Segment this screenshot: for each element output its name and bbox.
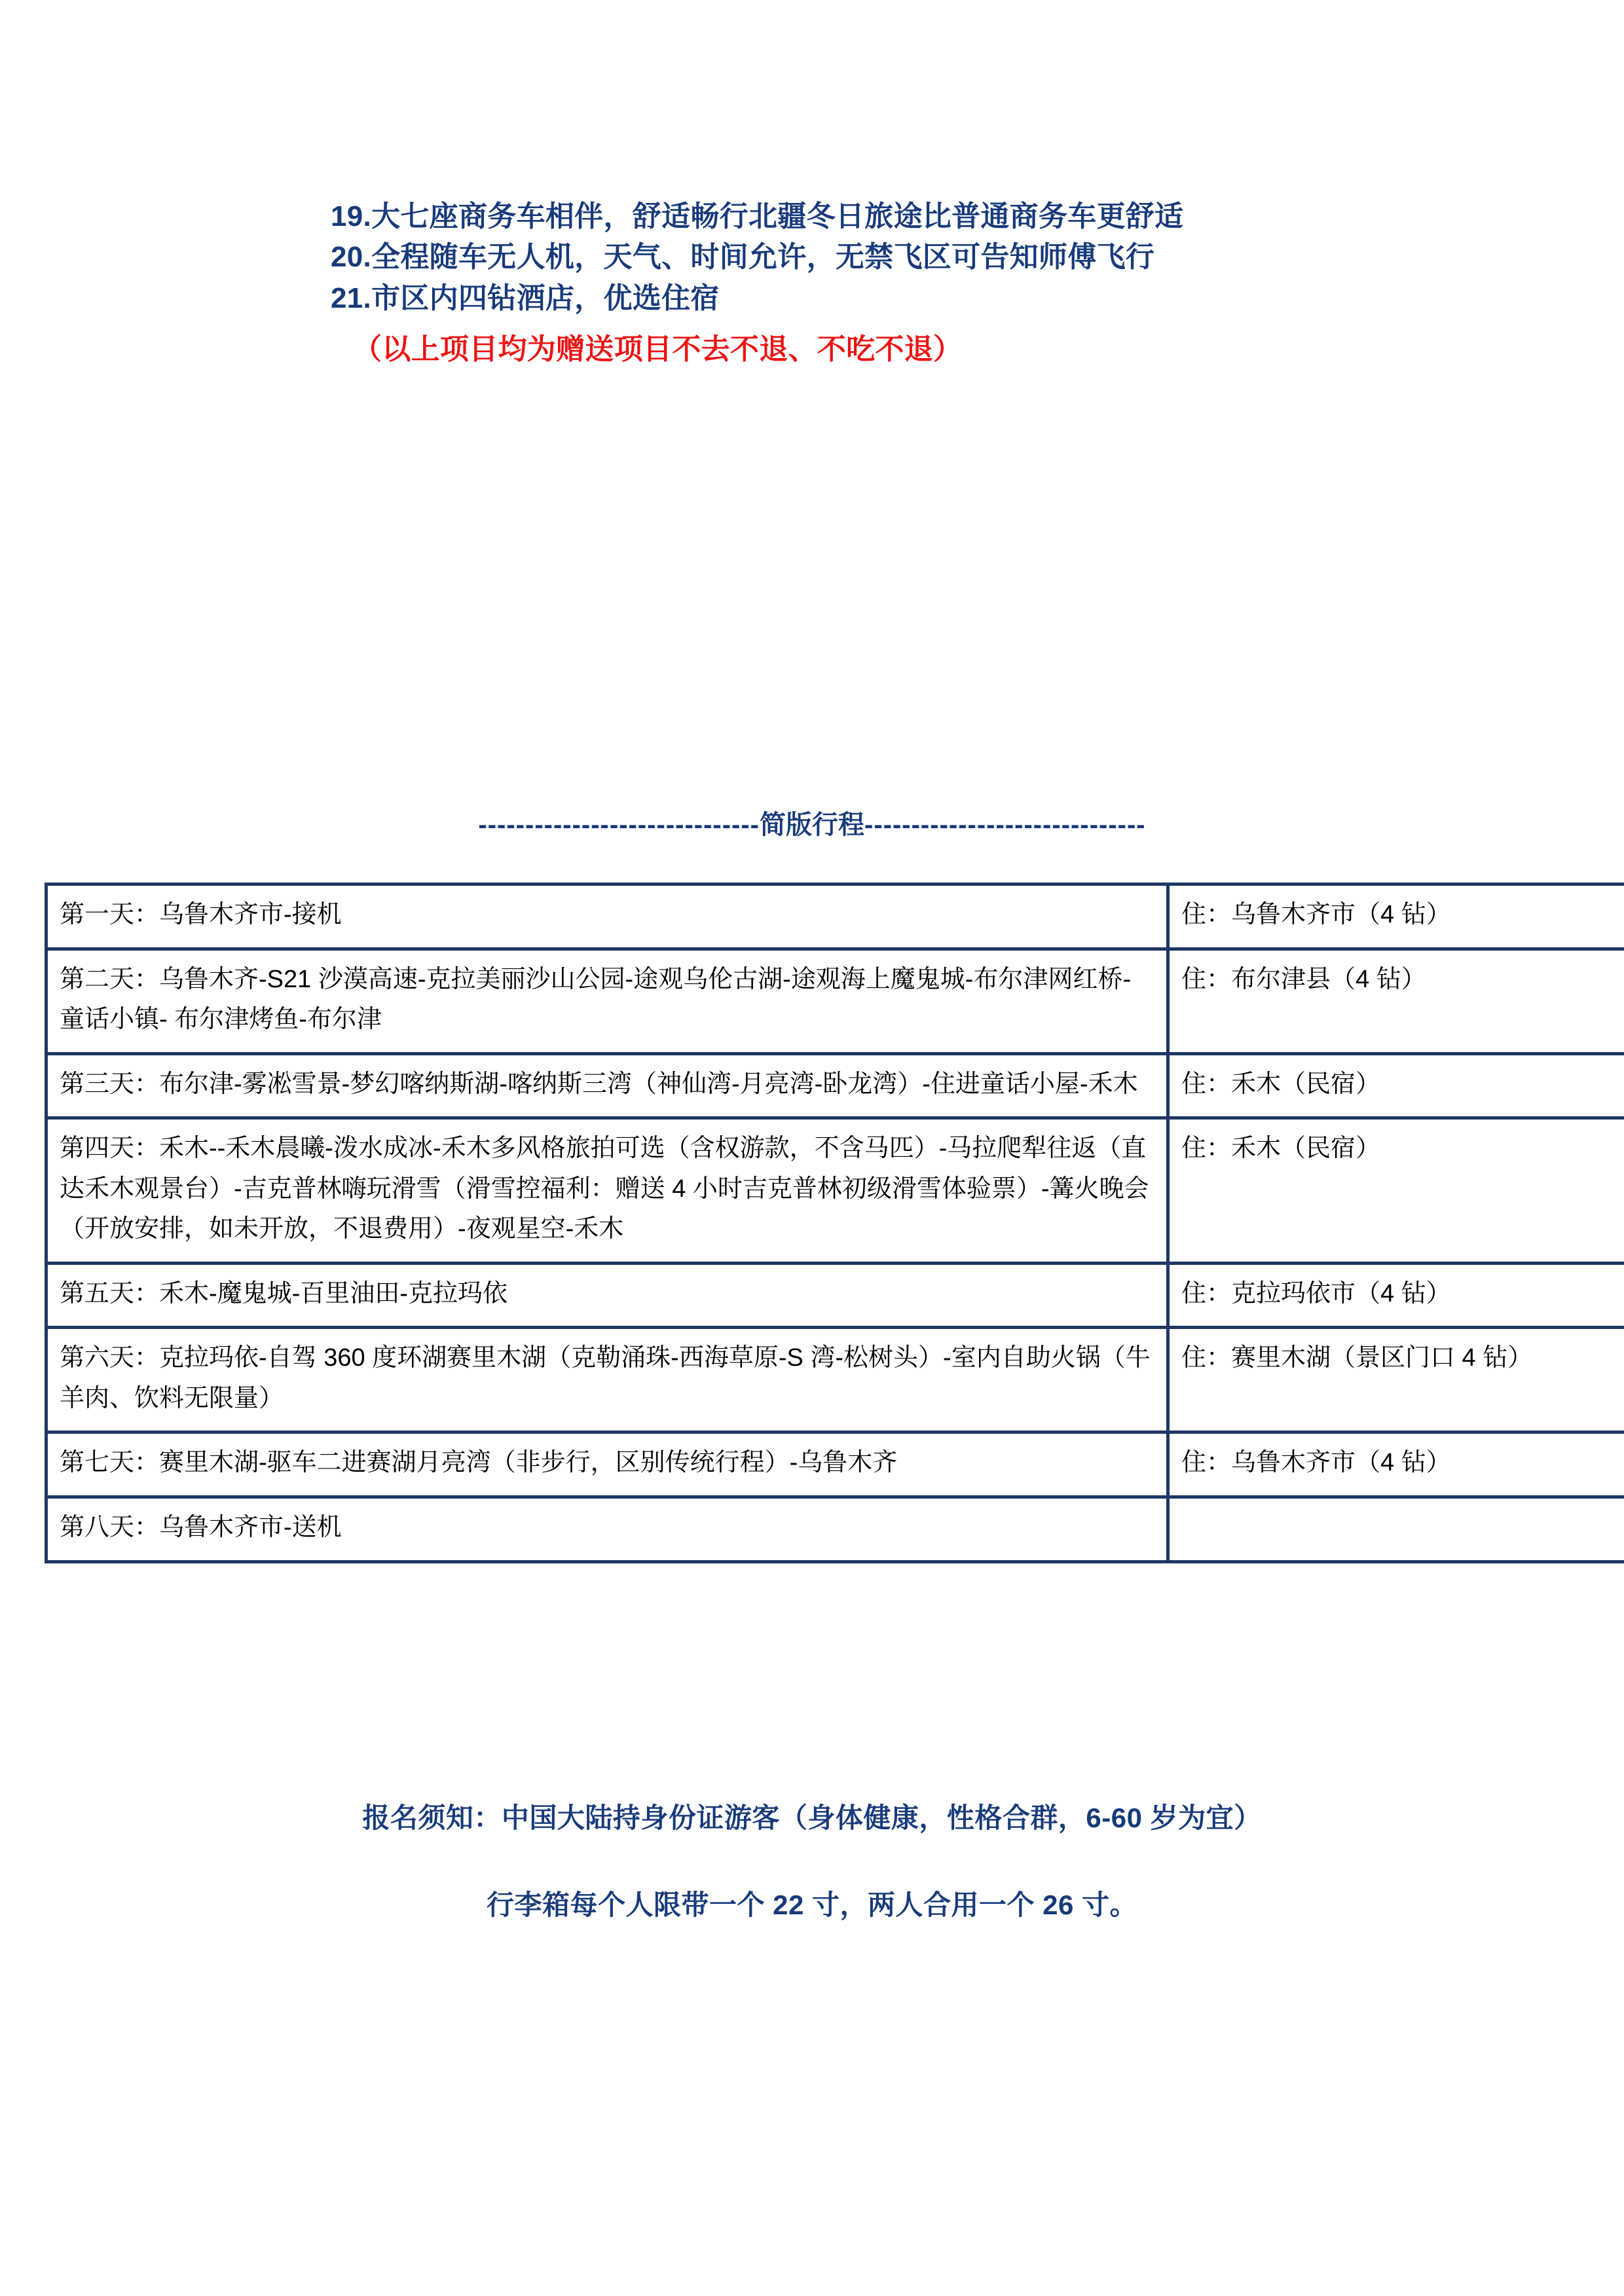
registration-notice: 报名须知：中国大陆持身份证游客（身体健康，性格合群，6-60 岁为宜） [362,1802,1262,1833]
table-row [46,1497,1624,1562]
day-route-cell: 第八天：乌鲁木齐市-送机 [46,1497,1168,1562]
bonus-item-20: 20.全程随车无人机，天气、时间允许，无禁飞区可告知师傅飞行 [331,241,1155,274]
day-route-cell: 第六天：克拉玛依-自驾 360 度环湖赛里木湖（克勒涌珠-西海草原-S 湾-松树头）-室内自助火锅（牛羊肉、饮料无限量） [46,1328,1168,1432]
bonus-item-21: 21.市区内四钻酒店，优选住宿 [331,282,720,314]
table-row [46,1432,1624,1497]
itinerary-table [45,883,1624,1563]
day-stay-cell [1168,1497,1624,1562]
table-row [46,1328,1624,1432]
day-stay-cell: 住：乌鲁木齐市（4 钻） [1168,1432,1624,1497]
bonus-item-19: 19.大七座商务车相伴，舒适畅行北疆冬日旅途比普通商务车更舒适 [331,200,1184,232]
table-row [46,884,1624,949]
footer-notes [0,1797,1624,1925]
bonus-items-disclaimer: （以上项目均为赠送项目不去不退、不吃不退） [353,333,963,366]
day-stay-cell: 住：布尔津县（4 钻） [1168,949,1624,1053]
section-divider [0,804,1624,841]
table-row [46,1118,1624,1264]
table-row [46,1263,1624,1328]
divider-dashes-left: ------------------------------ [478,811,760,839]
day-stay-cell: 住：禾木（民宿） [1168,1053,1624,1118]
day-route-cell: 第五天：禾木-魔鬼城-百里油田-克拉玛依 [46,1263,1168,1328]
day-stay-cell: 住：赛里木湖（景区门口 4 钻） [1168,1328,1624,1432]
itinerary-table-body [46,884,1624,1562]
day-route-cell: 第四天：禾木--禾木晨曦-泼水成冰-禾木多风格旅拍可选（含权游款，不含马匹）-马拉爬犁往返（直达禾木观景台）-吉克普林嗨玩滑雪（滑雪控福利：赠送 4 小时吉克普林初级滑雪体验票）-篝火晚会（开放安排，如未开放，不退费用）-夜观星空-禾木 [46,1118,1168,1264]
day-route-cell: 第二天：乌鲁木齐-S21 沙漠高速-克拉美丽沙山公园-途观乌伦古湖-途观海上魔鬼城-布尔津网红桥-童话小镇- 布尔津烤鱼-布尔津 [46,949,1168,1053]
day-stay-cell: 住：禾木（民宿） [1168,1118,1624,1264]
divider-dashes-right: ------------------------------ [864,811,1146,839]
day-route-cell: 第一天：乌鲁木齐市-接机 [46,884,1168,949]
day-route-cell: 第三天：布尔津-雾凇雪景-梦幻喀纳斯湖-喀纳斯三湾（神仙湾-月亮湾-卧龙湾）-住进童话小屋-禾木 [46,1053,1168,1118]
day-route-cell: 第七天：赛里木湖-驱车二进赛湖月亮湾（非步行，区别传统行程）-乌鲁木齐 [46,1432,1168,1497]
divider-label: 简版行程 [760,811,864,839]
day-stay-cell: 住：克拉玛依市（4 钻） [1168,1263,1624,1328]
table-row [46,949,1624,1053]
table-row [46,1053,1624,1118]
day-stay-cell: 住：乌鲁木齐市（4 钻） [1168,884,1624,949]
bonus-items-block [331,196,1300,371]
luggage-notice: 行李箱每个人限带一个 22 寸，两人合用一个 26 寸。 [486,1889,1138,1920]
